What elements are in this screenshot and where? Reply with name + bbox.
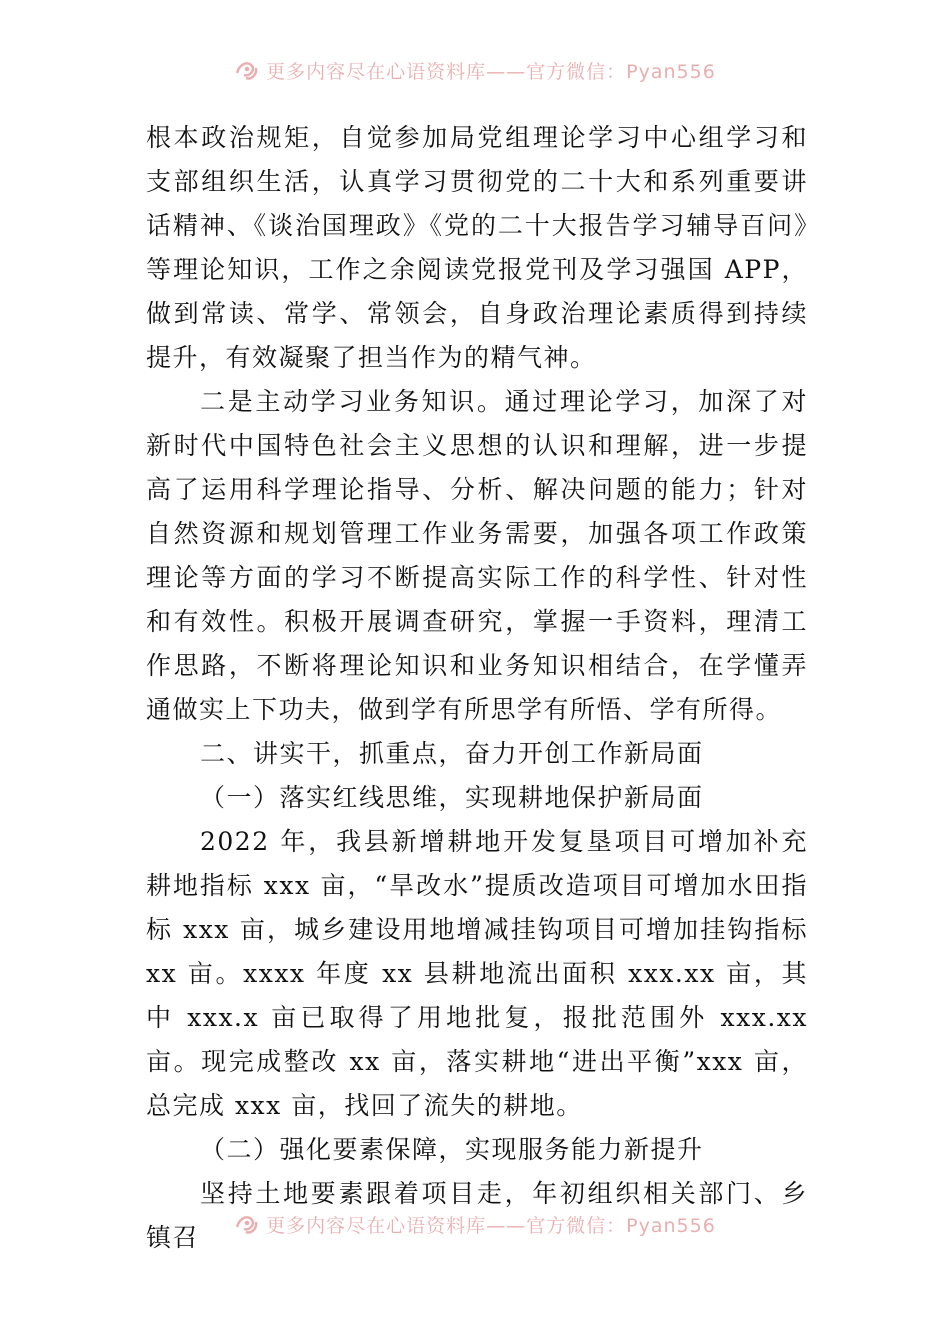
subsection-heading: （一）落实红线思维，实现耕地保护新局面 — [200, 783, 704, 812]
logo-icon — [234, 59, 260, 81]
subsection-heading: （二）强化要素保障，实现服务能力新提升 — [200, 1135, 704, 1164]
paragraph: 2022 年，我县新增耕地开发复垦项目可增加补充耕地指标 xxx 亩，“旱改水”提质改造项目可增加水田指标 xxx 亩，城乡建设用地增减挂钩项目可增加挂钩指标 xx 亩。xxxx 年度 xx 县耕地流出面积 xxx.xx 亩，其中 xxx.x 亩已取得了用地批复，报批范围外 xxx.xx 亩。现完成整改 xx 亩，落实耕地“进出平衡”xxx 亩，总完成 xxx 亩，找回了流失的耕地。 — [146, 827, 808, 1120]
paragraph: 坚持土地要素跟着项目走，年初组织相关部门、乡镇召 — [146, 1179, 808, 1252]
paragraph: 根本政治规矩，自觉参加局党组理论学习中心组学习和支部组织生活，认真学习贯彻党的二十大和系列重要讲话精神、《谈治国理政》《党的二十大报告学习辅导百问》等理论知识，工作之余阅读党报党刊及学习强国 APP，做到常读、常学、常领会，自身政治理论素质得到持续提升，有效凝聚了担当作为的精气神。 — [146, 123, 808, 372]
watermark-bottom — [0, 1209, 950, 1239]
paragraph: 二是主动学习业务知识。通过理论学习，加深了对新时代中国特色社会主义思想的认识和理解，进一步提高了运用科学理论指导、分析、解决问题的能力；针对自然资源和规划管理工作业务需要，加强各项工作政策理论等方面的学习不断提高实际工作的科学性、针对性和有效性。积极开展调查研究，掌握一手资料，理清工作思路，不断将理论知识和业务知识相结合，在学懂弄通做实上下功夫，做到学有所思学有所悟、学有所得。 — [146, 387, 808, 724]
watermark-top — [0, 55, 950, 85]
section-heading: 二、讲实干，抓重点，奋力开创工作新局面 — [200, 739, 704, 768]
logo-icon — [234, 1213, 260, 1235]
watermark-text: 更多内容尽在心语资料库——官方微信：Pyan556 — [266, 60, 716, 83]
watermark-text: 更多内容尽在心语资料库——官方微信：Pyan556 — [266, 1214, 716, 1237]
document-body — [146, 116, 808, 1260]
